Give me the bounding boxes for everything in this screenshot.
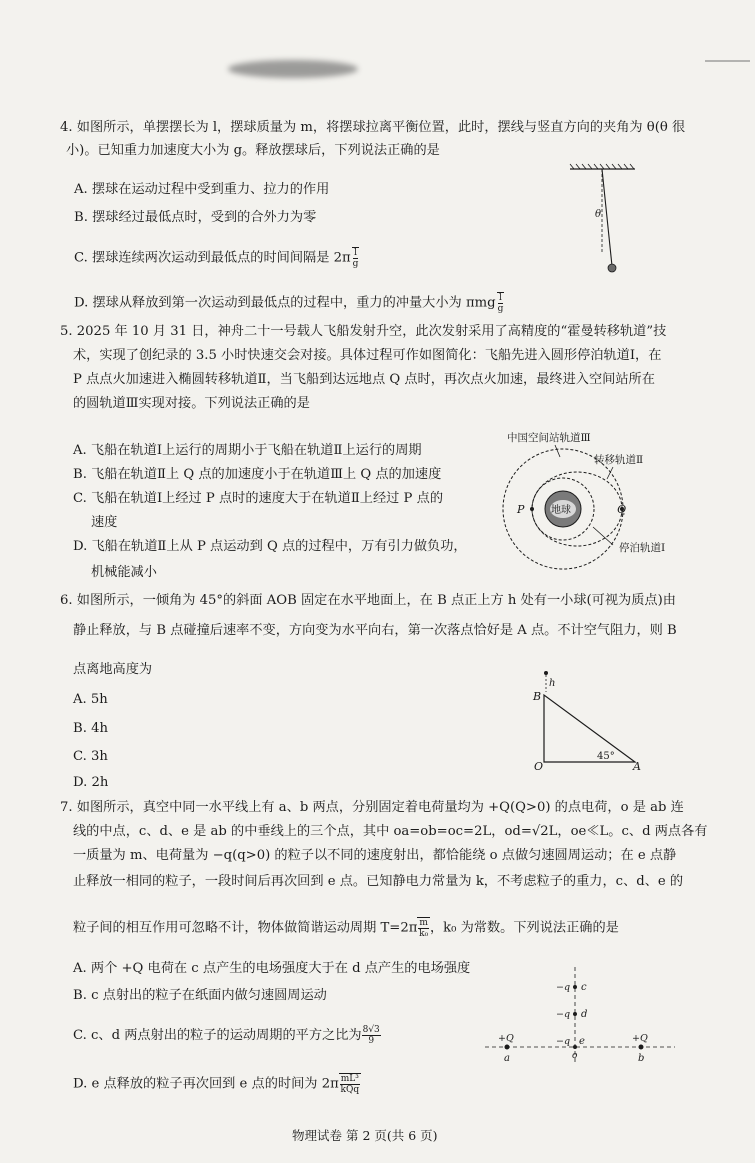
q5-option-a: A. 飞船在轨道Ⅰ上运行的周期小于飞船在轨道Ⅱ上运行的周期	[73, 443, 422, 458]
h-label: h	[549, 678, 556, 689]
q6-line3: 点离地高度为	[73, 662, 153, 677]
charge-a-label: +Q	[498, 1033, 514, 1044]
q4-option-d: D. 摆球从释放到第一次运动到最低点的过程中，重力的冲量大小为 πmg $\frac{l}{g}$	[74, 293, 504, 314]
q5-line1: 5. 2025 年 10 月 31 日，神舟二十一号载人飞船发射升空，此次发射采用了高精度的“霍曼转移轨道”技	[60, 324, 667, 339]
q7-line3: 一质量为 m、电荷量为 −q(q>0) 的粒子以不同的速度射出，都恰能绕 o 点做匀速圆周运动；在 e 点静	[73, 848, 677, 863]
q7-option-b: B. c 点射出的粒子在纸面内做匀速圆周运动	[73, 988, 327, 1003]
q4-line2: 小)。已知重力加速度大小为 g。释放摆球后，下列说法正确的是	[66, 143, 440, 158]
q7-line1: 7. 如图所示，真空中同一水平线上有 a、b 两点，分别固定着电荷量均为 +Q(Q>0) 的点电荷，o 是 ab 连	[60, 800, 684, 815]
q6-line1: 6. 如图所示，一倾角为 45°的斜面 AOB 固定在水平地面上，在 B 点正上方 h 处有一小球(可视为质点)由	[60, 593, 676, 608]
q7-line2: 线的中点，c、d、e 是 ab 的中垂线上的三个点，其中 oa=ob=oc=2L，od=√2L，oe≪L。c、d 两点各有	[73, 824, 708, 839]
a-label: A	[633, 760, 641, 771]
b-label: B	[533, 690, 542, 703]
q4-option-b: B. 摆球经过最低点时，受到的合外力为零	[74, 210, 317, 225]
point-p-label: P	[517, 503, 525, 516]
q4-option-a: A. 摆球在运动过程中受到重力、拉力的作用	[74, 182, 330, 197]
orbit-label-parking: 停泊轨道Ⅰ	[619, 542, 666, 554]
point-a-label: a	[504, 1053, 510, 1064]
charge-c-q: −q	[556, 982, 571, 993]
q5-line3: P 点点火加速进入椭圆转移轨道Ⅱ，当飞船到达远地点 Q 点时，再次点火加速，最终进入空间站所在	[73, 372, 655, 387]
point-o-label: o	[572, 1051, 578, 1061]
q6-line2: 静止释放，与 B 点碰撞后速率不变，方向变为水平向右，第一次落点恰好是 A 点。不计空气阻力，则 B	[73, 623, 677, 638]
q6-option-a: A. 5h	[73, 692, 108, 707]
q6-option-c: C. 3h	[73, 749, 108, 764]
charges-diagram	[480, 965, 680, 1070]
orbit-label-transfer: 转移轨道Ⅱ	[594, 454, 644, 466]
q7-option-a: A. 两个 +Q 电荷在 c 点产生的电场强度大于在 d 点产生的电场强度	[73, 961, 471, 976]
q7-line4: 止释放一相同的粒子，一段时间后再次回到 e 点。已知静电力常量为 k，不考虑粒子的重力，c、d、e 的	[73, 874, 684, 889]
q6-option-d: D. 2h	[73, 775, 109, 790]
orbit-diagram	[495, 427, 705, 572]
q7-option-c: C. c、d 两点射出的粒子的运动周期的平方之比为 $\frac{8√3}{9}$	[73, 1025, 380, 1046]
orbit-label-station: 中国空间站轨道Ⅲ	[507, 432, 591, 444]
pendulum-diagram	[560, 163, 650, 283]
earth-label: 地球	[551, 505, 571, 516]
angle-label: 45°	[597, 751, 615, 762]
o-label: O	[534, 760, 544, 771]
q7-line5: 粒子间的相互作用可忽略不计，物体做简谐运动周期 T=2π $\frac{m}{\text{k₀}}$ ，k₀ 为常数。下列说法正确的是	[73, 918, 619, 939]
q5-option-d-cont: 机械能减小	[91, 565, 157, 580]
q5-option-d: D. 飞船在轨道Ⅱ上从 P 点运动到 Q 点的过程中，万有引力做负功，	[73, 539, 467, 554]
top-right-mark	[705, 60, 750, 62]
point-q-label: Q	[617, 503, 627, 516]
q5-line2: 术，实现了创纪录的 3.5 小时快速交会对接。具体过程可作如图简化：飞船先进入圆形停泊轨道Ⅰ，在	[73, 348, 662, 363]
incline-diagram	[525, 666, 650, 771]
charge-d-q: −q	[556, 1009, 571, 1020]
q5-option-c-cont: 速度	[91, 515, 118, 530]
q6-option-b: B. 4h	[73, 721, 108, 736]
q7-option-d: D. e 点释放的粒子再次回到 e 点的时间为 2π mL³ kQq	[73, 1074, 360, 1095]
q5-line4: 的圆轨道Ⅲ实现对接。下列说法正确的是	[73, 396, 310, 411]
point-b-label: b	[638, 1053, 645, 1064]
top-scan-artifact	[228, 60, 358, 78]
point-d-label: d	[581, 1009, 588, 1020]
theta-label: θ	[595, 209, 602, 220]
q5-option-b: B. 飞船在轨道Ⅱ上 Q 点的加速度小于在轨道Ⅲ上 Q 点的加速度	[73, 467, 442, 482]
charge-b-label: +Q	[632, 1033, 648, 1044]
charge-e-q: −q	[556, 1036, 571, 1047]
q4-line1: 4. 如图所示，单摆摆长为 l，摆球质量为 m，将摆球拉离平衡位置，此时，摆线与竖直方向的夹角为 θ(θ 很	[60, 120, 686, 135]
point-c-label: c	[581, 982, 587, 993]
q5-option-c: C. 飞船在轨道Ⅰ上经过 P 点时的速度大于在轨道Ⅱ上经过 P 点的	[73, 491, 444, 506]
page-footer: 物理试卷 第 2 页(共 6 页)	[292, 1128, 438, 1143]
q4-option-c: C. 摆球连续两次运动到最低点的时间间隔是 2π $\frac{l}{g}$	[74, 248, 359, 269]
point-e-label: e	[579, 1036, 585, 1047]
